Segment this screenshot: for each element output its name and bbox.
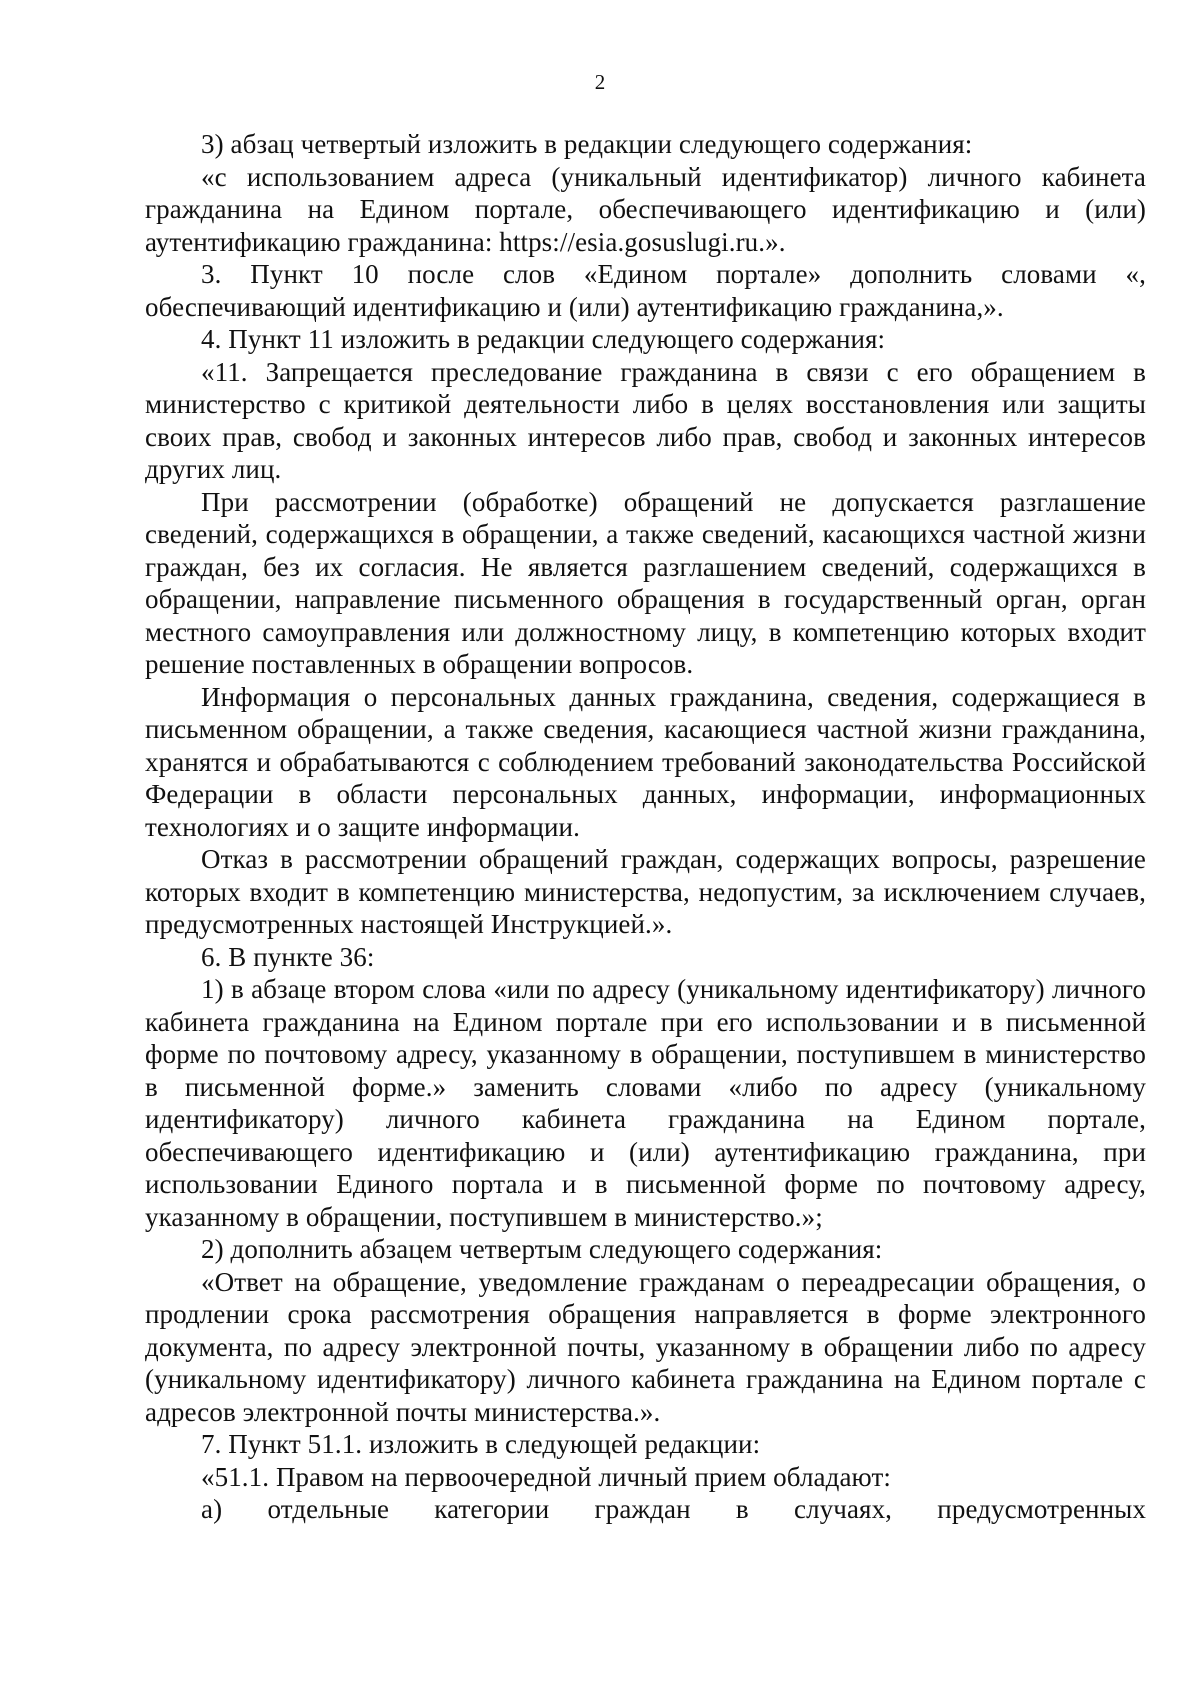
paragraph-1: 3) абзац четвертый изложить в редакции следующего содержания: — [201, 129, 973, 159]
paragraph-14: «51.1. Правом на первоочередной личный прием обладают: — [201, 1461, 891, 1492]
paragraph-9: 6. В пункте 36: — [201, 941, 375, 972]
paragraph-10: 1) в абзаце втором слова «или по адресу (уникальному идентификатору) личного кабинета гражданина на Едином портале при его использовании и в письменной форме по почтовому адресу, указанному в обращении, поступившем в министерство в письменной форме.» заменить словами «либо по адресу (уникальному идентификатору) личного кабинета гражданина на Едином портале, обеспечивающего идентификацию и (или) аутентификацию гражданина, при использовании Единого портала и в письменной форме по почтовому адресу, указанному в обращении, поступившем в министерство.»; — [145, 974, 1146, 1232]
paragraph-5: «11. Запрещается преследование гражданина в связи с его обращением в министерство с критикой деятельности либо в целях восстановления или защиты своих прав, свобод и законных интересов либо прав, свобод и законных интересов других лиц. — [145, 356, 1146, 484]
document-body — [145, 128, 1146, 1526]
paragraph-13: 7. Пункт 51.1. изложить в следующей редакции: — [201, 1429, 761, 1459]
paragraph-4: 4. Пункт 11 изложить в редакции следующего содержания: — [201, 324, 886, 354]
paragraph-3: 3. Пункт 10 после слов «Едином портале» дополнить словами «, обеспечивающий идентификацию и (или) аутентификацию гражданина,». — [145, 259, 1146, 322]
paragraph-12: «Ответ на обращение, уведомление гражданам о переадресации обращения, о продлении срока рассмотрения обращения направляется в форме электронного документа, по адресу электронной почты, указанному в обращении либо по адресу (уникальному идентификатору) личного кабинета гражданина на Едином портале с адресов электронной почты министерства.». — [145, 1266, 1146, 1427]
paragraph-2: «с использованием адреса (уникальный идентификатор) личного кабинета гражданина на Едином портале, обеспечивающего идентификацию и (или) аутентификацию гражданина: https://esia.gosuslugi.ru.». — [145, 161, 1146, 257]
paragraph-15: а) отдельные категории граждан в случаях, предусмотренных — [201, 1494, 1146, 1524]
paragraph-11: 2) дополнить абзацем четвертым следующего содержания: — [201, 1234, 883, 1264]
paragraph-7: Информация о персональных данных гражданина, сведения, содержащиеся в письменном обращении, а также сведения, касающиеся частной жизни гражданина, хранятся и обрабатываются с соблюдением требований законодательства Российской Федерации в области персональных данных, информации, информационных технологиях и о защите информации. — [145, 681, 1146, 842]
paragraph-6: При рассмотрении (обработке) обращений не допускается разглашение сведений, содержащихся в обращении, а также сведений, касающихся частной жизни граждан, без их согласия. Не является разглашением сведений, содержащихся в обращении, направление письменного обращения в государственный орган, орган местного самоуправления или должностному лицу, в компетенцию которых входит решение поставленных в обращении вопросов. — [145, 486, 1146, 679]
page-number: 2 — [594, 70, 606, 94]
paragraph-8: Отказ в рассмотрении обращений граждан, содержащих вопросы, разрешение которых входит в компетенцию министерства, недопустим, за исключением случаев, предусмотренных настоящей Инструкцией.». — [145, 844, 1146, 939]
